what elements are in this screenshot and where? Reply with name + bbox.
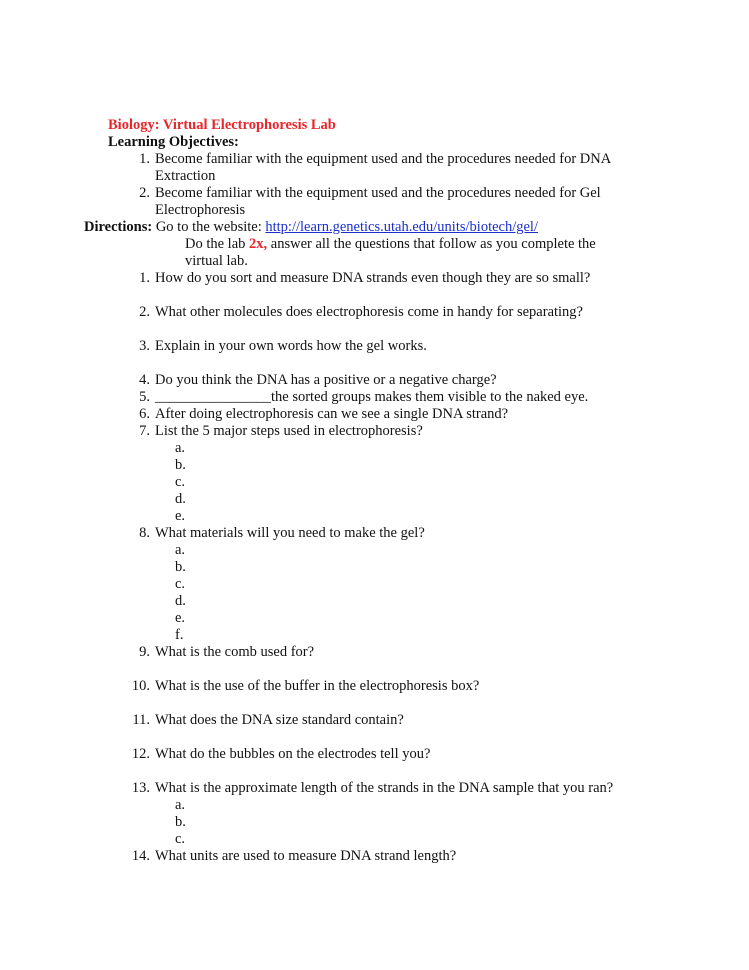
sub-item: a. <box>175 797 186 813</box>
directions-text: Go to the website: <box>155 219 262 235</box>
question-text: Do you think the DNA has a positive or a negative charge? <box>155 372 497 388</box>
sub-item: b. <box>175 559 186 575</box>
question-text: What is the approximate length of the strands in the DNA sample that you ran? <box>155 780 614 796</box>
objective-item <box>108 151 668 185</box>
objectives-heading: Learning Objectives: <box>108 134 239 150</box>
question-number: 8. <box>139 525 150 541</box>
question-number: 6. <box>139 406 150 422</box>
directions-line-2 <box>185 236 668 253</box>
question-item <box>108 848 668 865</box>
sub-item: d. <box>175 593 186 609</box>
answer-space[interactable] <box>108 763 668 780</box>
directions-pre: Do the lab <box>185 236 246 252</box>
question-item <box>108 712 668 729</box>
question-text: Explain in your own words how the gel works. <box>155 338 427 354</box>
question-text: How do you sort and measure DNA strands even though they are so small? <box>155 270 591 286</box>
directions-label: Directions: <box>84 219 153 235</box>
question-number: 10. <box>131 678 150 694</box>
sub-item: e. <box>175 610 186 626</box>
question-number: 9. <box>139 644 150 660</box>
question-number: 11. <box>132 712 150 728</box>
question-text: What is the comb used for? <box>155 644 315 660</box>
question-number: 7. <box>139 423 150 439</box>
question-item <box>108 423 668 440</box>
objective-item <box>108 185 668 219</box>
answer-space[interactable] <box>108 661 668 678</box>
question-item <box>108 525 668 542</box>
question-text: What is the use of the buffer in the electrophoresis box? <box>155 678 480 694</box>
directions-emphasis: 2x, <box>249 236 268 252</box>
sub-item: b. <box>175 814 186 830</box>
worksheet <box>84 117 668 865</box>
objective-text-cont: Electrophoresis <box>155 202 246 218</box>
question-text: What materials will you need to make the gel? <box>155 525 425 541</box>
question-text: After doing electrophoresis can we see a single DNA strand? <box>155 406 509 422</box>
sub-item: d. <box>175 491 186 507</box>
question-text: What units are used to measure DNA strand length? <box>155 848 457 864</box>
question-number: 1. <box>139 270 150 286</box>
question-number: 14. <box>131 848 150 864</box>
question-item <box>108 389 668 406</box>
sub-item: a. <box>175 440 186 456</box>
question-text: ________________the sorted groups makes them visible to the naked eye. <box>155 389 589 405</box>
question-item <box>108 270 668 287</box>
sub-item: a. <box>175 542 186 558</box>
answer-space[interactable] <box>108 695 668 712</box>
question-number: 12. <box>131 746 150 762</box>
answer-space[interactable] <box>108 287 668 304</box>
directions-post: answer all the questions that follow as you complete the <box>270 236 596 252</box>
sub-item: f. <box>175 627 184 643</box>
sub-item: b. <box>175 457 186 473</box>
sub-item: c. <box>175 474 186 490</box>
question-number: 3. <box>139 338 150 354</box>
question-number: 5. <box>139 389 150 405</box>
objective-text-cont: Extraction <box>155 168 216 184</box>
directions-line-3: virtual lab. <box>185 253 248 269</box>
question-item <box>108 678 668 695</box>
question-item <box>108 372 668 389</box>
question-number: 13. <box>131 780 150 796</box>
question-item <box>108 338 668 355</box>
question-text: What other molecules does electrophoresis come in handy for separating? <box>155 304 583 320</box>
sub-item: c. <box>175 831 186 847</box>
objective-number: 2. <box>139 185 150 201</box>
sub-item: c. <box>175 576 186 592</box>
question-item <box>108 644 668 661</box>
question-item <box>108 406 668 423</box>
answer-space[interactable] <box>108 355 668 372</box>
question-text: List the 5 major steps used in electrophoresis? <box>155 423 423 439</box>
question-text: What does the DNA size standard contain? <box>155 712 404 728</box>
question-item <box>108 780 668 797</box>
answer-space[interactable] <box>108 729 668 746</box>
answer-space[interactable] <box>108 321 668 338</box>
objective-number: 1. <box>139 151 150 167</box>
question-text: What do the bubbles on the electrodes tell you? <box>155 746 431 762</box>
directions-line <box>84 219 668 236</box>
question-item <box>108 304 668 321</box>
question-number: 2. <box>139 304 150 320</box>
website-link[interactable]: http://learn.genetics.utah.edu/units/biotech/gel/ <box>265 219 538 235</box>
question-item <box>108 746 668 763</box>
question-number: 4. <box>139 372 150 388</box>
objective-text: Become familiar with the equipment used and the procedures needed for DNA <box>155 151 612 167</box>
sub-item: e. <box>175 508 186 524</box>
worksheet-title: Biology: Virtual Electrophoresis Lab <box>108 117 336 133</box>
objective-text: Become familiar with the equipment used and the procedures needed for Gel <box>155 185 601 201</box>
